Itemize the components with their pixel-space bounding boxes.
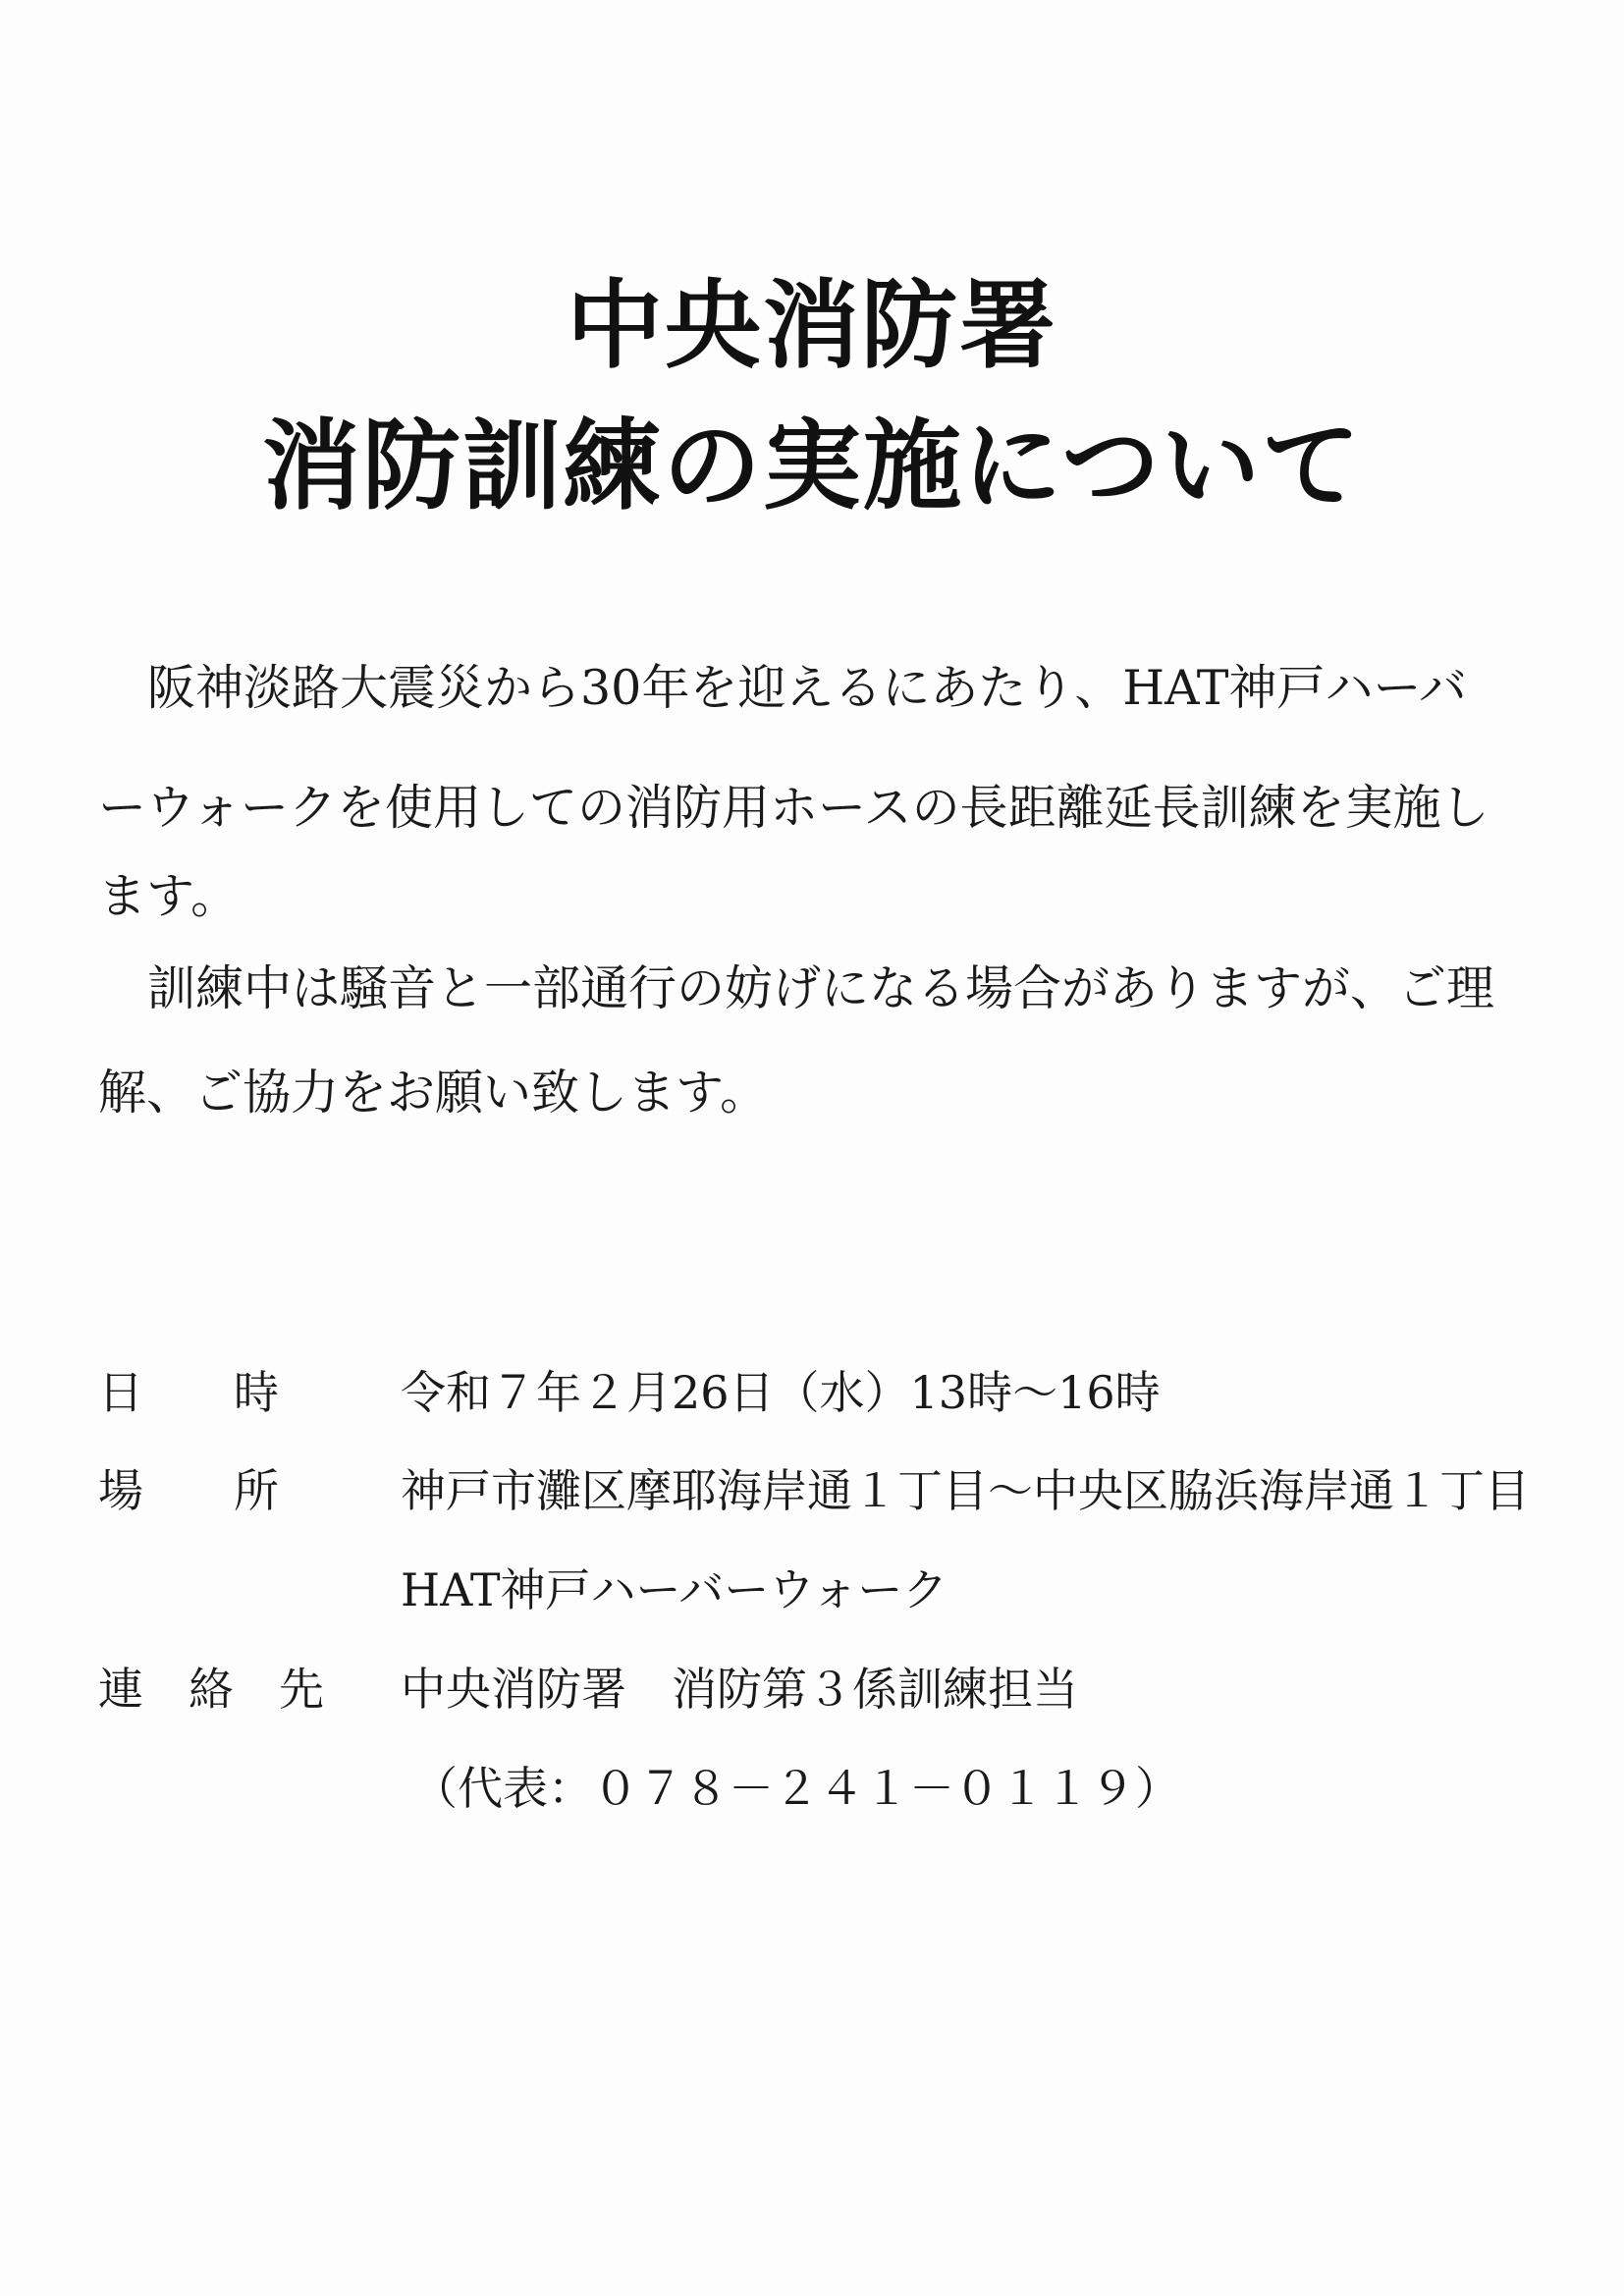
date-value: 令和７年２月26日（水）13時～16時: [401, 1366, 1161, 1419]
place-value-1: 神戸市灘区摩耶海岸通１丁目～中央区脇浜海岸通１丁目: [401, 1464, 1530, 1517]
paragraph-2-line-2: 解、ご協力をお願い致します。: [98, 1065, 769, 1121]
paragraph-1-line-3: ます。: [98, 868, 240, 924]
contact-label: 連 絡 先: [98, 1663, 324, 1716]
title-line-1: 中央消防署: [566, 270, 1057, 382]
date-label: 日 時: [98, 1366, 279, 1419]
place-label: 場 所: [98, 1464, 279, 1517]
paragraph-1-line-1: 阪神淡路大震災から30年を迎えるにあたり、HAT神戸ハーバ: [147, 660, 1468, 716]
contact-value-1: 中央消防署 消防第３係訓練担当: [401, 1663, 1078, 1716]
place-value-2: HAT神戸ハーバーウォーク: [401, 1563, 948, 1616]
paragraph-1-line-2: ーウォークを使用しての消防用ホースの長距離延長訓練を実施し: [98, 780, 1489, 836]
title-line-2: 消防訓練の実施について: [262, 409, 1362, 523]
contact-value-2: （代表：０７８－２４１－０１１９）: [412, 1762, 1180, 1815]
paragraph-2-line-1: 訓練中は騒音と一部通行の妨げになる場合がありますが、ご理: [147, 960, 1495, 1016]
